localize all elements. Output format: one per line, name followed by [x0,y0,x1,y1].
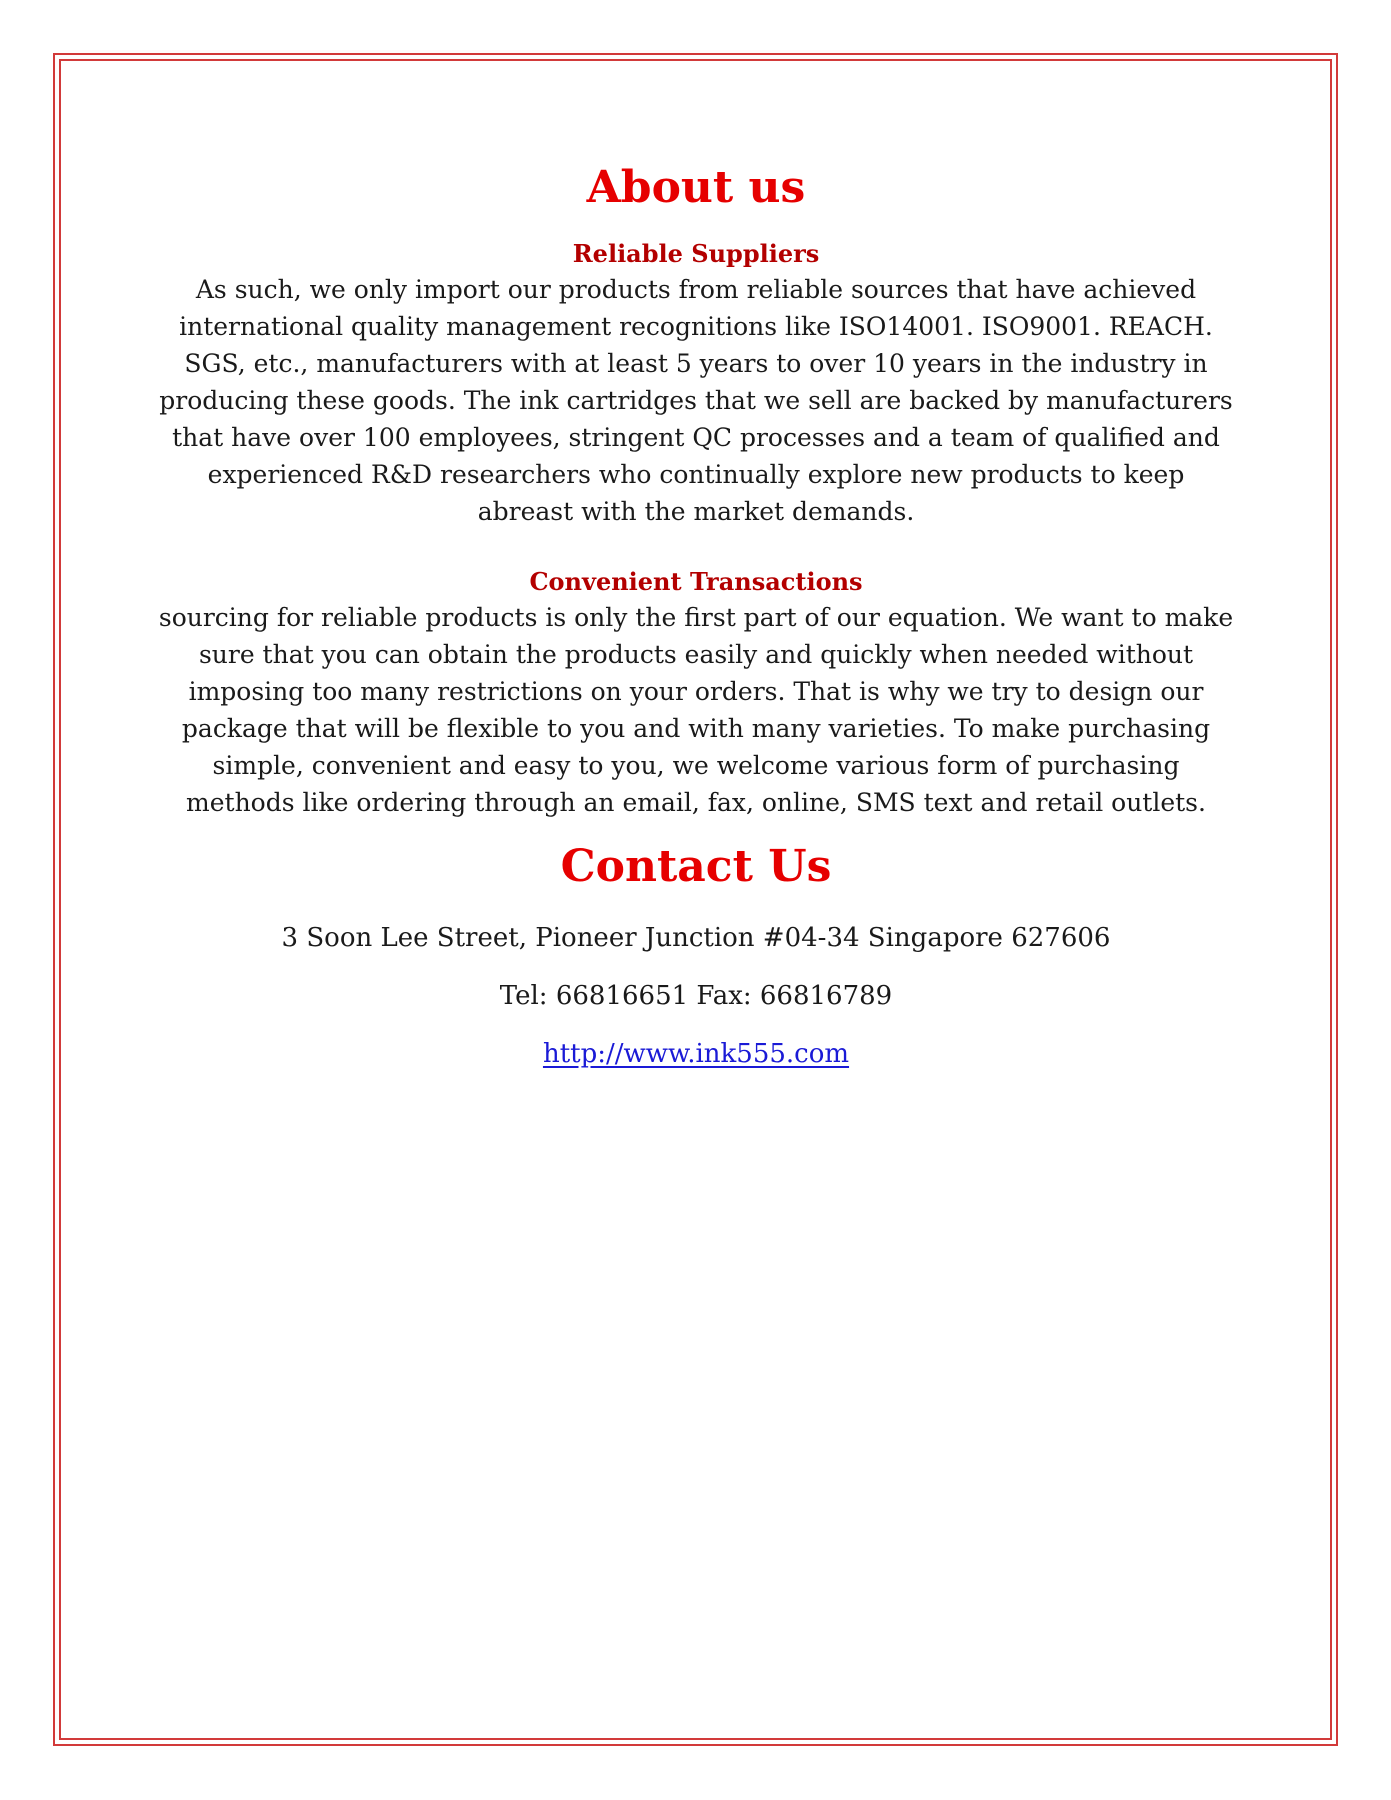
document-content [150,160,1242,1071]
contact-phone-fax: Tel: 66816651 Fax: 66816789 [499,981,893,1012]
about-title: About us [586,162,806,213]
website-link[interactable]: http://www.ink555.com [542,1039,850,1070]
section-heading-reliable-suppliers: Reliable Suppliers [572,239,820,269]
section-body-reliable-suppliers: As such, we only import our products from reliable sources that have achieved international quality management recognitions like ISO14001. ISO9001. REACH. SGS, etc., manufacturers with at least 5 years to over 10 years in the industry in producing these goods. The ink cartridges that we sell are backed by manufacturers that have over 100 employees, stringent QC processes and a team of qualified and experienced R&D researchers who continually explore new products to keep abreast with the market demands. [159,275,1233,527]
contact-title: Contact Us [560,840,832,892]
section-heading-convenient-transactions: Convenient Transactions [529,567,863,597]
contact-website [150,1037,1242,1071]
contact-address: 3 Soon Lee Street, Pioneer Junction #04-34 Singapore 627606 [281,923,1111,954]
section-body-convenient-transactions: sourcing for reliable products is only the first part of our equation. We want to make sure that you can obtain the products easily and quickly when needed without imposing too many restrictions on your orders. That is why we try to design our package that will be flexible to you and with many varieties. To make purchasing simple, convenient and easy to you, we welcome various form of purchasing methods like ordering through an email, fax, online, SMS text and retail outlets. [158,602,1234,817]
